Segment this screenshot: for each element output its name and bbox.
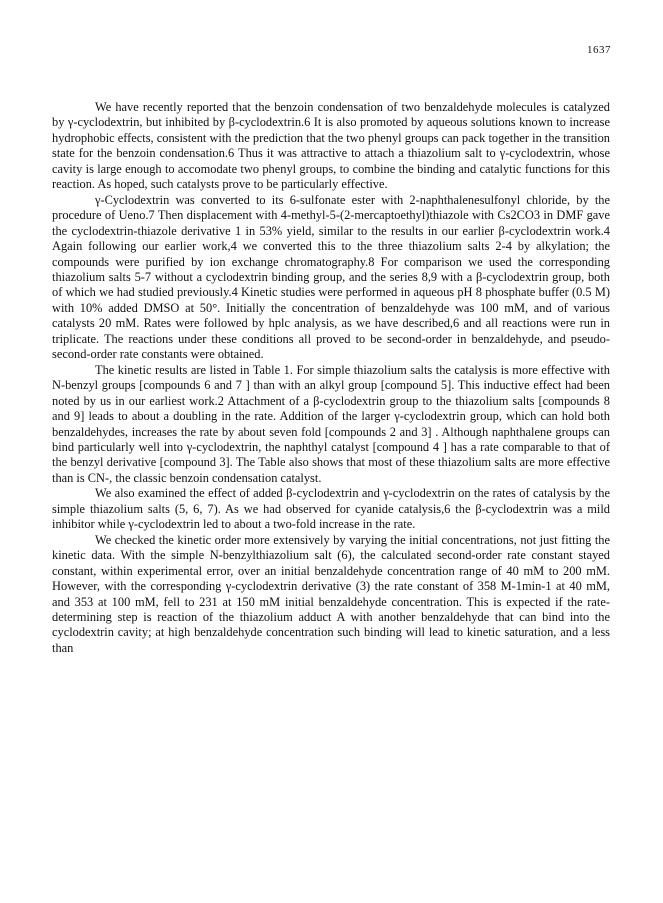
paragraph-synthesis: γ-Cyclodextrin was converted to its 6-sulfonate ester with 2-naphthalenesulfonyl chloride, by the procedure of Ueno.7 Then displacement with 4-methyl-5-(2-mercaptoethyl)thiazole with Cs2CO3 in DMF gave the cyclodextrin-thiazole derivative 1 in 53% yield, similar to the results in our earlier β-cyclodextrin work.4 Again following our earlier work,4 we converted this to the three thiazolium salts 2-4 by alkylation; the compounds were purified by ion exchange chromatography.8 For comparison we used the corresponding thiazolium salts 5-7 without a cyclodextrin binding group, and the series 8,9 with a β-cyclodextrin group, both of which we had studied previously.4 Kinetic studies were performed in aqueous pH 8 phosphate buffer (0.5 M) with 10% added DMSO at 50°. Initially the concentration of benzaldehyde was 100 mM, and of various catalysts 20 mM. Rates were followed by hplc analysis, as we have described,6 and all reactions were run in triplicate. The reactions under these conditions all proved to be second-order in benzaldehyde, and pseudo-second-order rate constants were obtained.	[52, 192, 610, 362]
paragraph-kinetic-results: The kinetic results are listed in Table 1. For simple thiazolium salts the catalysis is more effective with N-benzyl groups [compounds 6 and 7 ] than with an alkyl group [compound 5]. This inductive effect had been noted by us in our earliest work.2 Attachment of a β-cyclodextrin group to the thiazolium salts [compounds 8 and 9] leads to about a doubling in the rate. Addition of the larger γ-cyclodextrin group, which can hold both benzaldehydes, increases the rate by about seven fold [compounds 2 and 3] . Although naphthalene groups can bind particularly well into γ-cyclodextrin, the naphthyl catalyst [compound 4 ] has a rate comparable to that of the benzyl derivative [compound 3]. The Table also shows that most of these thiazolium salts are more effective than is CN-, the classic benzoin condensation catalyst.	[52, 362, 610, 485]
paragraph-intro: We have recently reported that the benzoin condensation of two benzaldehyde molecules is catalyzed by γ-cyclodextrin, but inhibited by β-cyclodextrin.6 It is also promoted by aqueous solutions known to increase hydrophobic effects, consistent with the prediction that the two phenyl groups can pack together in the transition state for the benzoin condensation.6 Thus it was attractive to attach a thiazolium salt to γ-cyclodextrin, whose cavity is large enough to accomodate two phenyl groups, to combine the binding and catalytic functions for this reaction. As hoped, such catalysts prove to be particularly effective.	[52, 100, 610, 192]
body-text	[52, 100, 610, 656]
paragraph-added-cyclodextrin: We also examined the effect of added β-cyclodextrin and γ-cyclodextrin on the rates of catalysis by the simple thiazolium salts (5, 6, 7). As we had observed for cyanide catalysis,6 the β-cyclodextrin was a mild inhibitor while γ-cyclodextrin led to about a two-fold increase in the rate.	[52, 486, 610, 532]
paragraph-kinetic-order: We checked the kinetic order more extensively by varying the initial concentrations, not just fitting the kinetic data. With the simple N-benzylthiazolium salt (6), the calculated second-order rate constant stayed constant, within experimental error, over an initial benzaldehyde concentration range of 40 mM to 200 mM. However, with the corresponding γ-cyclodextrin derivative (3) the rate constant of 358 M-1min-1 at 40 mM, and 353 at 100 mM, fell to 231 at 150 mM initial benzaldehyde concentration. This is expected if the rate-determining step is reaction of the thiazolium adduct A with another benzaldehyde that can bind into the cyclodextrin cavity; at high benzaldehyde concentration such binding will lead to kinetic saturation, and a less than	[52, 532, 610, 655]
page-number: 1637	[587, 44, 611, 56]
